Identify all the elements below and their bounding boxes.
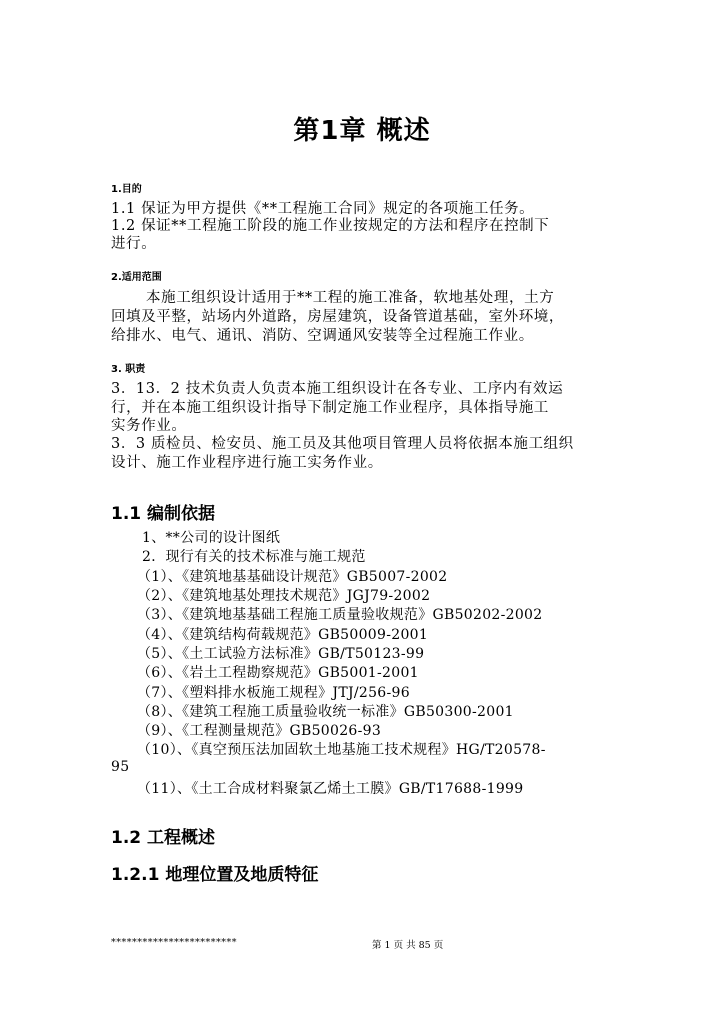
basis-item: （9）、《工程测量规范》GB50026-93	[137, 723, 382, 739]
basis-item: （7）、《塑料排水板施工规程》JTJ/256-96	[137, 685, 410, 701]
basis-heading: 1.1 编制依据	[111, 504, 216, 524]
basis-item: （8）、《建筑工程施工质量验收统一标准》GB50300-2001	[137, 704, 514, 720]
purpose-line: 进行。	[111, 236, 157, 252]
page-title: 第1章 概述	[293, 116, 431, 146]
basis-item: （11）、《土工合成材料聚氯乙烯土工膜》GB/T17688-1999	[137, 781, 524, 797]
basis-item: （5）、《土工试验方法标准》GB/T50123-99	[137, 646, 425, 662]
duty-line: 行，并在本施工组织设计指导下制定施工作业程序，具体指导施工	[111, 400, 549, 416]
page-number: 第 1 页 共 85 页	[372, 940, 444, 951]
location-heading: 1.2.1 地理位置及地质特征	[111, 865, 319, 885]
purpose-heading: 1.目的	[111, 184, 142, 195]
basis-item: （2）、《建筑地基处理技术规范》JGJ79-2002	[137, 588, 431, 604]
duty-line: 3．3 质检员、检安员、施工员及其他项目管理人员将依据本施工组织	[111, 436, 574, 452]
purpose-line: 1.1 保证为甲方提供《**工程施工合同》规定的各项施工任务。	[111, 201, 535, 217]
overview-heading: 1.2 工程概述	[111, 828, 216, 848]
duty-heading: 3. 职责	[111, 364, 146, 375]
duty-line: 设计、施工作业程序进行施工实务作业。	[111, 455, 383, 471]
duty-line: 3．13．2 技术负责人负责本施工组织设计在各专业、工序内有效运	[111, 381, 564, 397]
scope-heading: 2.适用范围	[111, 272, 162, 283]
basis-item: 1、**公司的设计图纸	[142, 530, 281, 546]
scope-line: 给排水、电气、通讯、消防、空调通风安装等全过程施工作业。	[111, 328, 534, 344]
basis-item: （6）、《岩土工程勘察规范》GB5001-2001	[137, 665, 419, 681]
footer-stars: ************************	[111, 937, 237, 948]
basis-item: 2．现行有关的技术标准与施工规范	[142, 549, 366, 565]
basis-item: （4）、《建筑结构荷载规范》GB50009-2001	[137, 627, 429, 643]
basis-item: （1）、《建筑地基基础设计规范》GB5007-2002	[137, 569, 448, 585]
scope-line: 本施工组织设计适用于**工程的施工准备，软地基处理，土方	[146, 290, 555, 306]
scope-line: 回填及平整，站场内外道路，房屋建筑，设备管道基础，室外环境，	[111, 309, 564, 325]
basis-item: （3）、《建筑地基基础工程施工质量验收规范》GB50202-2002	[137, 607, 543, 623]
basis-item: 95	[111, 759, 130, 775]
duty-line: 实务作业。	[111, 418, 187, 434]
basis-item: （10）、《真空预压法加固软土地基施工技术规程》HG/T20578-	[137, 742, 546, 758]
purpose-line: 1.2 保证**工程施工阶段的施工作业按规定的方法和程序在控制下	[111, 218, 550, 234]
